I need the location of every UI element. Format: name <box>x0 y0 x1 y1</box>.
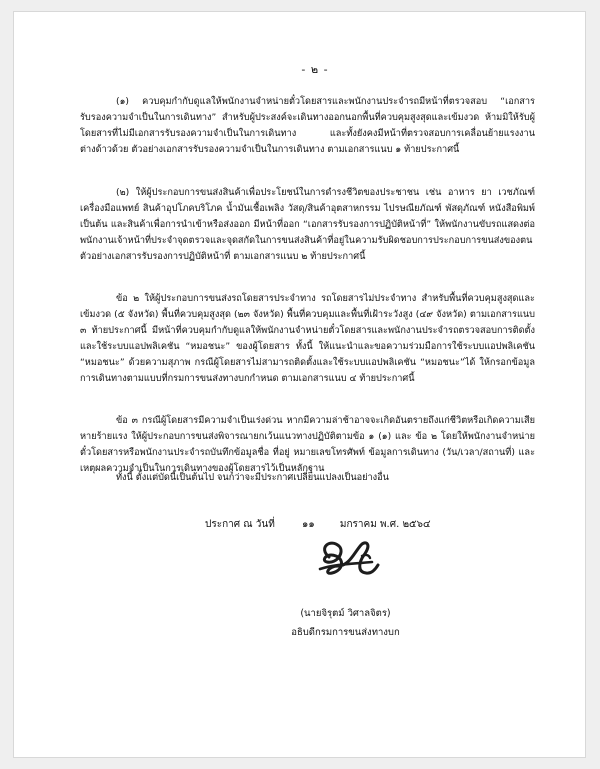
announcement-date <box>205 517 535 533</box>
paragraph-3: ข้อ ๒ ให้ผู้ประกอบการขนส่งรถโดยสารประจำทาง รถโดยสารไม่ประจำทาง สำหรับพื้นที่ควบคุมสูงสุดและเข้มงวด (๕ จังหวัด) พื้นที่ควบคุมสูงสุด (๒๓ จังหวัด) พื้นที่ควบคุมและพื้นที่เฝ้าระวังสูง (๔๙ จังหวัด) ตามเอกสารแนบ ๓ ท้ายประกาศนี้ มีหน้าที่ควบคุมกำกับดูแลให้พนักงานจำหน่ายตั๋วโดยสารและพนักงานประจำรถตรวจสอบการติดตั้งและใช้ระบบแอปพลิเคชัน “หมอชนะ” ของผู้โดยสาร ทั้งนี้ ให้แนะนำและขอความร่วมมือการใช้ระบบแอปพลิเคชัน “หมอชนะ” ด้วยความสุภาพ กรณีผู้โดยสารไม่สามารถติดตั้งและใช้ระบบแอปพลิเคชัน “หมอชนะ”ได้ ให้กรอกข้อมูลการเดินทางตามแบบที่กรมการขนส่งทางบกกำหนด ตามเอกสารแนบ ๔ ท้ายประกาศนี้ <box>80 293 535 384</box>
paragraph-1: (๑) ควบคุมกำกับดูแลให้พนักงานจำหน่ายตั๋วโดยสารและพนักงานประจำรถมีหน้าที่ตรวจสอบ “เอกสารรับรองความจำเป็นในการเดินทาง” สำหรับผู้ประสงค์จะเดินทางออกนอกพื้นที่ควบคุมสูงสุดและเข้มงวด ห้ามมิให้รับผู้โดยสารที่ไม่มีเอกสารรับรองความจำเป็นในการเดินทาง และทั้งยังคงมีหน้าที่ตรวจสอบการเคลื่อนย้ายแรงงานต่างด้าวด้วย ตัวอย่างเอกสารรับรองความจำเป็นในการเดินทาง ตามเอกสารแนบ ๑ ท้ายประกาศนี้ <box>80 96 535 155</box>
page-number: - ๒ - <box>301 63 329 76</box>
announcement-day: ๑๑ <box>301 519 315 530</box>
paragraph-2: (๒) ให้ผู้ประกอบการขนส่งสินค้าเพื่อประโยชน์ในการดำรงชีวิตของประชาชน เช่น อาหาร ยา เวชภัณฑ์ เครื่องมือแพทย์ สินค้าอุปโภคบริโภค น้ำมันเชื้อเพลิง วัสดุ/สินค้าอุตสาหกรรม ไปรษณียภัณฑ์ พัสดุภัณฑ์ หนังสือพิมพ์ เป็นต้น และสินค้าเพื่อการนำเข้าหรือส่งออก มีหน้าที่ออก “เอกสารรับรองการปฏิบัติหน้าที่” ให้พนักงานขับรถแสดงต่อพนักงานเจ้าหน้าที่ประจำจุดตรวจและจุดสกัดในการขนส่งสินค้าที่อยู่ในความรับผิดชอบการประกอบการขนส่งของตน ตัวอย่างเอกสารรับรองการปฏิบัติหน้าที่ ตามเอกสารแนบ ๒ ท้ายประกาศนี้ <box>80 187 535 262</box>
paragraph-4: ข้อ ๓ กรณีผู้โดยสารมีความจำเป็นเร่งด่วน หากมีความล่าช้าอาจจะเกิดอันตรายถึงแก่ชีวิตหรือเกิดความเสียหายร้ายแรง ให้ผู้ประกอบการขนส่งพิจารณายกเว้นแนวทางปฏิบัติตามข้อ ๑ (๑) และ ข้อ ๒ โดยให้พนักงานจำหน่ายตั๋วโดยสารหรือพนักงานประจำรถบันทึกข้อมูลชื่อ ที่อยู่ หมายเลขโทรศัพท์ ข้อมูลการเดินทาง (วัน/เวลา/สถานที่) และเหตุผลความจำเป็นในการเดินทางของผู้โดยสารไว้เป็นหลักฐาน <box>80 415 535 474</box>
announcement-month-year: มกราคม พ.ศ. ๒๕๖๔ <box>339 519 431 530</box>
announcement-label: ประกาศ ณ วันที่ <box>205 519 275 530</box>
signer-title: อธิบดีกรมการขนส่งทางบก <box>291 627 400 638</box>
signer-name: (นายจิรุตม์ วิศาลจิตร) <box>300 608 391 619</box>
paragraph-5: ทั้งนี้ ตั้งแต่บัดนี้เป็นต้นไป จนกว่าจะมีประกาศเปลี่ยนแปลงเป็นอย่างอื่น <box>116 472 389 483</box>
signature-mark <box>308 535 390 583</box>
